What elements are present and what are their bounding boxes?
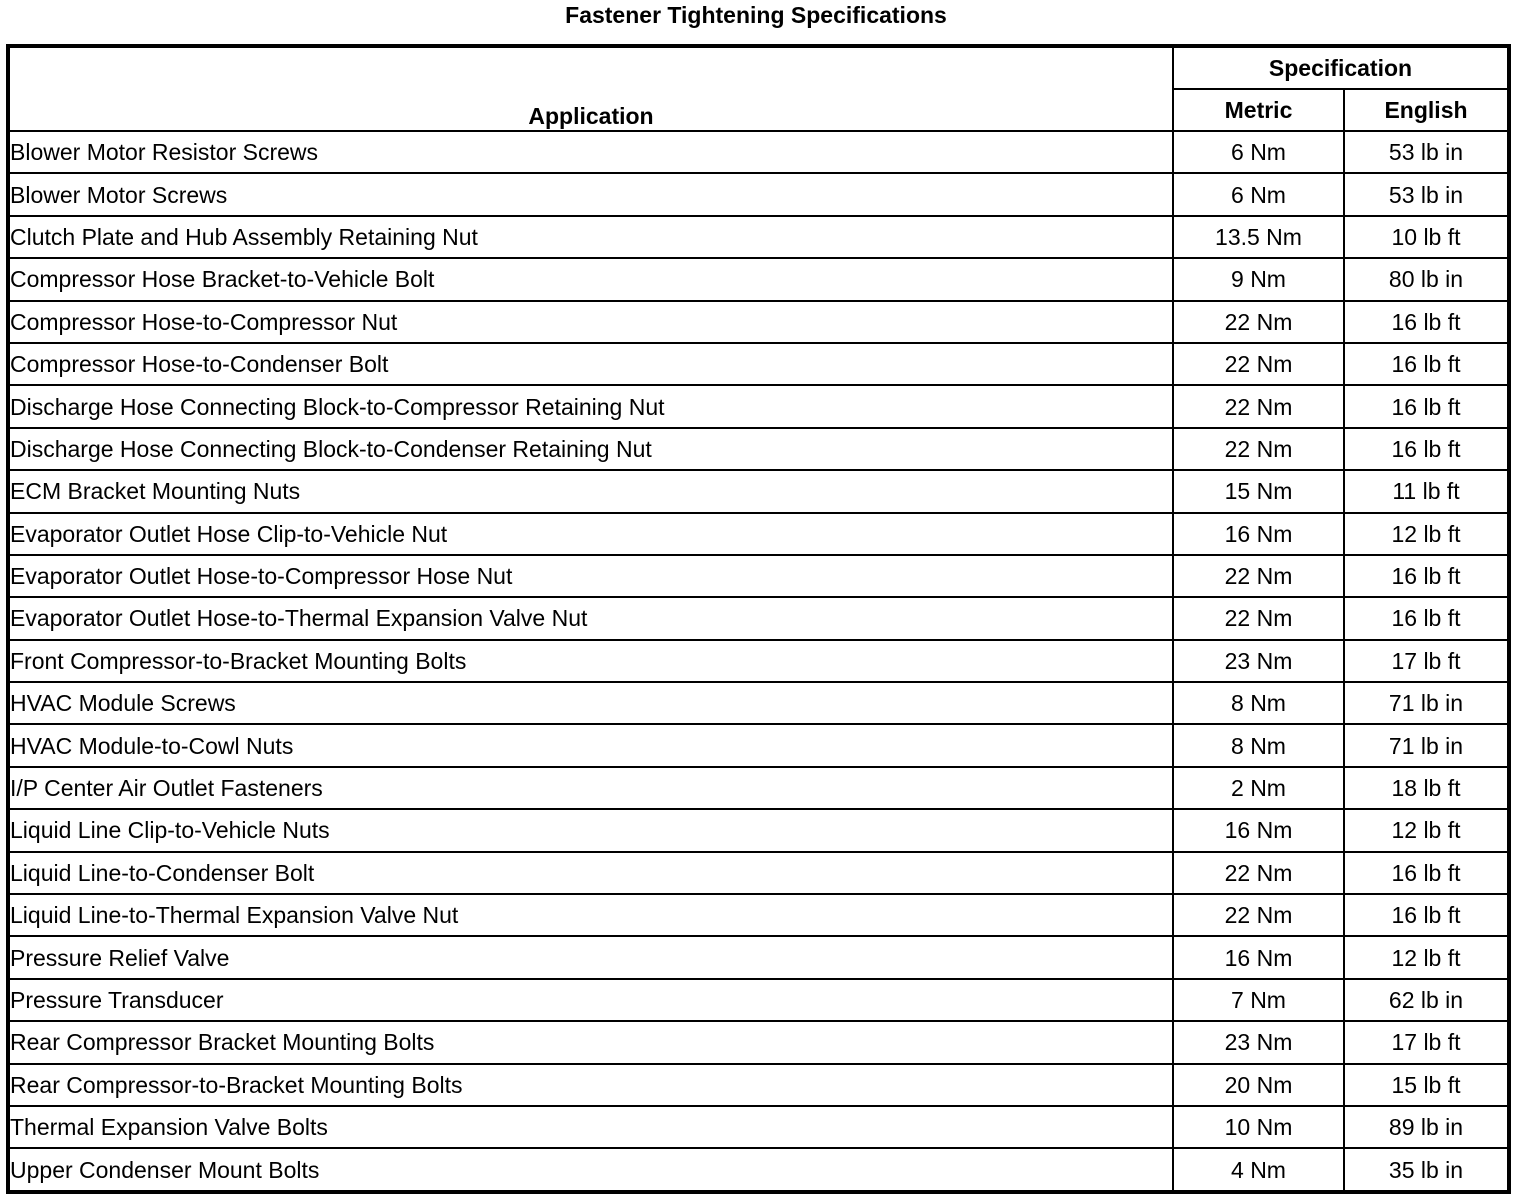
- table-row: [8, 1021, 1509, 1063]
- application-cell: Pressure Transducer: [8, 979, 1173, 1021]
- metric-cell: 15 Nm: [1173, 470, 1344, 512]
- table-row: [8, 1064, 1509, 1106]
- application-cell: Evaporator Outlet Hose Clip-to-Vehicle Nut: [8, 513, 1173, 555]
- table-header: [8, 46, 1509, 131]
- table-row: [8, 513, 1509, 555]
- application-cell: Evaporator Outlet Hose-to-Thermal Expansion Valve Nut: [8, 597, 1173, 639]
- application-cell: HVAC Module Screws: [8, 682, 1173, 724]
- english-cell: 80 lb in: [1344, 258, 1509, 300]
- application-cell: Rear Compressor-to-Bracket Mounting Bolts: [8, 1064, 1173, 1106]
- english-cell: 10 lb ft: [1344, 216, 1509, 258]
- specification-column-header: Specification: [1173, 46, 1509, 89]
- application-cell: Liquid Line-to-Condenser Bolt: [8, 852, 1173, 894]
- english-cell: 62 lb in: [1344, 979, 1509, 1021]
- table-row: [8, 216, 1509, 258]
- application-cell: Liquid Line-to-Thermal Expansion Valve Nut: [8, 894, 1173, 936]
- application-cell: Liquid Line Clip-to-Vehicle Nuts: [8, 809, 1173, 851]
- application-cell: Compressor Hose-to-Compressor Nut: [8, 301, 1173, 343]
- table-row: [8, 343, 1509, 385]
- application-cell: Clutch Plate and Hub Assembly Retaining Nut: [8, 216, 1173, 258]
- table-row: [8, 555, 1509, 597]
- table-row: [8, 1106, 1509, 1148]
- table-row: [8, 979, 1509, 1021]
- metric-cell: 10 Nm: [1173, 1106, 1344, 1148]
- application-cell: Blower Motor Screws: [8, 173, 1173, 215]
- table-row: [8, 470, 1509, 512]
- application-cell: Compressor Hose Bracket-to-Vehicle Bolt: [8, 258, 1173, 300]
- metric-cell: 22 Nm: [1173, 852, 1344, 894]
- metric-cell: 22 Nm: [1173, 894, 1344, 936]
- application-cell: Upper Condenser Mount Bolts: [8, 1148, 1173, 1191]
- english-cell: 16 lb ft: [1344, 385, 1509, 427]
- metric-cell: 22 Nm: [1173, 597, 1344, 639]
- application-cell: Front Compressor-to-Bracket Mounting Bolts: [8, 640, 1173, 682]
- page-title: Fastener Tightening Specifications: [565, 2, 947, 28]
- metric-cell: 7 Nm: [1173, 979, 1344, 1021]
- application-cell: HVAC Module-to-Cowl Nuts: [8, 724, 1173, 766]
- application-cell: Blower Motor Resistor Screws: [8, 131, 1173, 173]
- metric-cell: 22 Nm: [1173, 301, 1344, 343]
- application-cell: Discharge Hose Connecting Block-to-Compressor Retaining Nut: [8, 385, 1173, 427]
- table-row: [8, 385, 1509, 427]
- metric-cell: 20 Nm: [1173, 1064, 1344, 1106]
- table-row: [8, 131, 1509, 173]
- metric-cell: 13.5 Nm: [1173, 216, 1344, 258]
- english-cell: 16 lb ft: [1344, 428, 1509, 470]
- table-body: [8, 131, 1509, 1192]
- application-cell: Thermal Expansion Valve Bolts: [8, 1106, 1173, 1148]
- table-row: [8, 936, 1509, 978]
- english-cell: 17 lb ft: [1344, 640, 1509, 682]
- metric-cell: 2 Nm: [1173, 767, 1344, 809]
- english-cell: 16 lb ft: [1344, 301, 1509, 343]
- application-cell: Rear Compressor Bracket Mounting Bolts: [8, 1021, 1173, 1063]
- english-cell: 35 lb in: [1344, 1148, 1509, 1191]
- application-cell: Compressor Hose-to-Condenser Bolt: [8, 343, 1173, 385]
- english-cell: 12 lb ft: [1344, 513, 1509, 555]
- table-row: [8, 640, 1509, 682]
- metric-cell: 23 Nm: [1173, 1021, 1344, 1063]
- metric-cell: 16 Nm: [1173, 513, 1344, 555]
- application-cell: ECM Bracket Mounting Nuts: [8, 470, 1173, 512]
- english-cell: 16 lb ft: [1344, 343, 1509, 385]
- metric-cell: 8 Nm: [1173, 682, 1344, 724]
- metric-column-header: Metric: [1173, 89, 1344, 131]
- metric-cell: 16 Nm: [1173, 809, 1344, 851]
- application-cell: Pressure Relief Valve: [8, 936, 1173, 978]
- application-column-header: Application: [8, 46, 1173, 131]
- application-cell: Discharge Hose Connecting Block-to-Condenser Retaining Nut: [8, 428, 1173, 470]
- table-row: [8, 852, 1509, 894]
- table-row: [8, 894, 1509, 936]
- header-row-top: [8, 46, 1509, 89]
- english-cell: 15 lb ft: [1344, 1064, 1509, 1106]
- application-cell: Evaporator Outlet Hose-to-Compressor Hose Nut: [8, 555, 1173, 597]
- english-cell: 53 lb in: [1344, 173, 1509, 215]
- metric-cell: 22 Nm: [1173, 428, 1344, 470]
- english-cell: 71 lb in: [1344, 724, 1509, 766]
- english-cell: 89 lb in: [1344, 1106, 1509, 1148]
- english-cell: 18 lb ft: [1344, 767, 1509, 809]
- metric-cell: 23 Nm: [1173, 640, 1344, 682]
- english-cell: 16 lb ft: [1344, 555, 1509, 597]
- table-row: [8, 809, 1509, 851]
- table-row: [8, 173, 1509, 215]
- metric-cell: 22 Nm: [1173, 343, 1344, 385]
- metric-cell: 16 Nm: [1173, 936, 1344, 978]
- metric-cell: 6 Nm: [1173, 131, 1344, 173]
- metric-cell: 22 Nm: [1173, 385, 1344, 427]
- english-cell: 17 lb ft: [1344, 1021, 1509, 1063]
- english-cell: 53 lb in: [1344, 131, 1509, 173]
- metric-cell: 8 Nm: [1173, 724, 1344, 766]
- metric-cell: 6 Nm: [1173, 173, 1344, 215]
- table-row: [8, 428, 1509, 470]
- table-row: [8, 1148, 1509, 1191]
- table-row: [8, 301, 1509, 343]
- application-cell: I/P Center Air Outlet Fasteners: [8, 767, 1173, 809]
- english-cell: 12 lb ft: [1344, 936, 1509, 978]
- english-cell: 11 lb ft: [1344, 470, 1509, 512]
- table-row: [8, 597, 1509, 639]
- table-row: [8, 767, 1509, 809]
- table-row: [8, 724, 1509, 766]
- fastener-spec-table: [6, 44, 1511, 1194]
- metric-cell: 9 Nm: [1173, 258, 1344, 300]
- metric-cell: 22 Nm: [1173, 555, 1344, 597]
- english-cell: 12 lb ft: [1344, 809, 1509, 851]
- table-row: [8, 258, 1509, 300]
- english-cell: 71 lb in: [1344, 682, 1509, 724]
- english-cell: 16 lb ft: [1344, 597, 1509, 639]
- metric-cell: 4 Nm: [1173, 1148, 1344, 1191]
- english-column-header: English: [1344, 89, 1509, 131]
- english-cell: 16 lb ft: [1344, 852, 1509, 894]
- english-cell: 16 lb ft: [1344, 894, 1509, 936]
- table-row: [8, 682, 1509, 724]
